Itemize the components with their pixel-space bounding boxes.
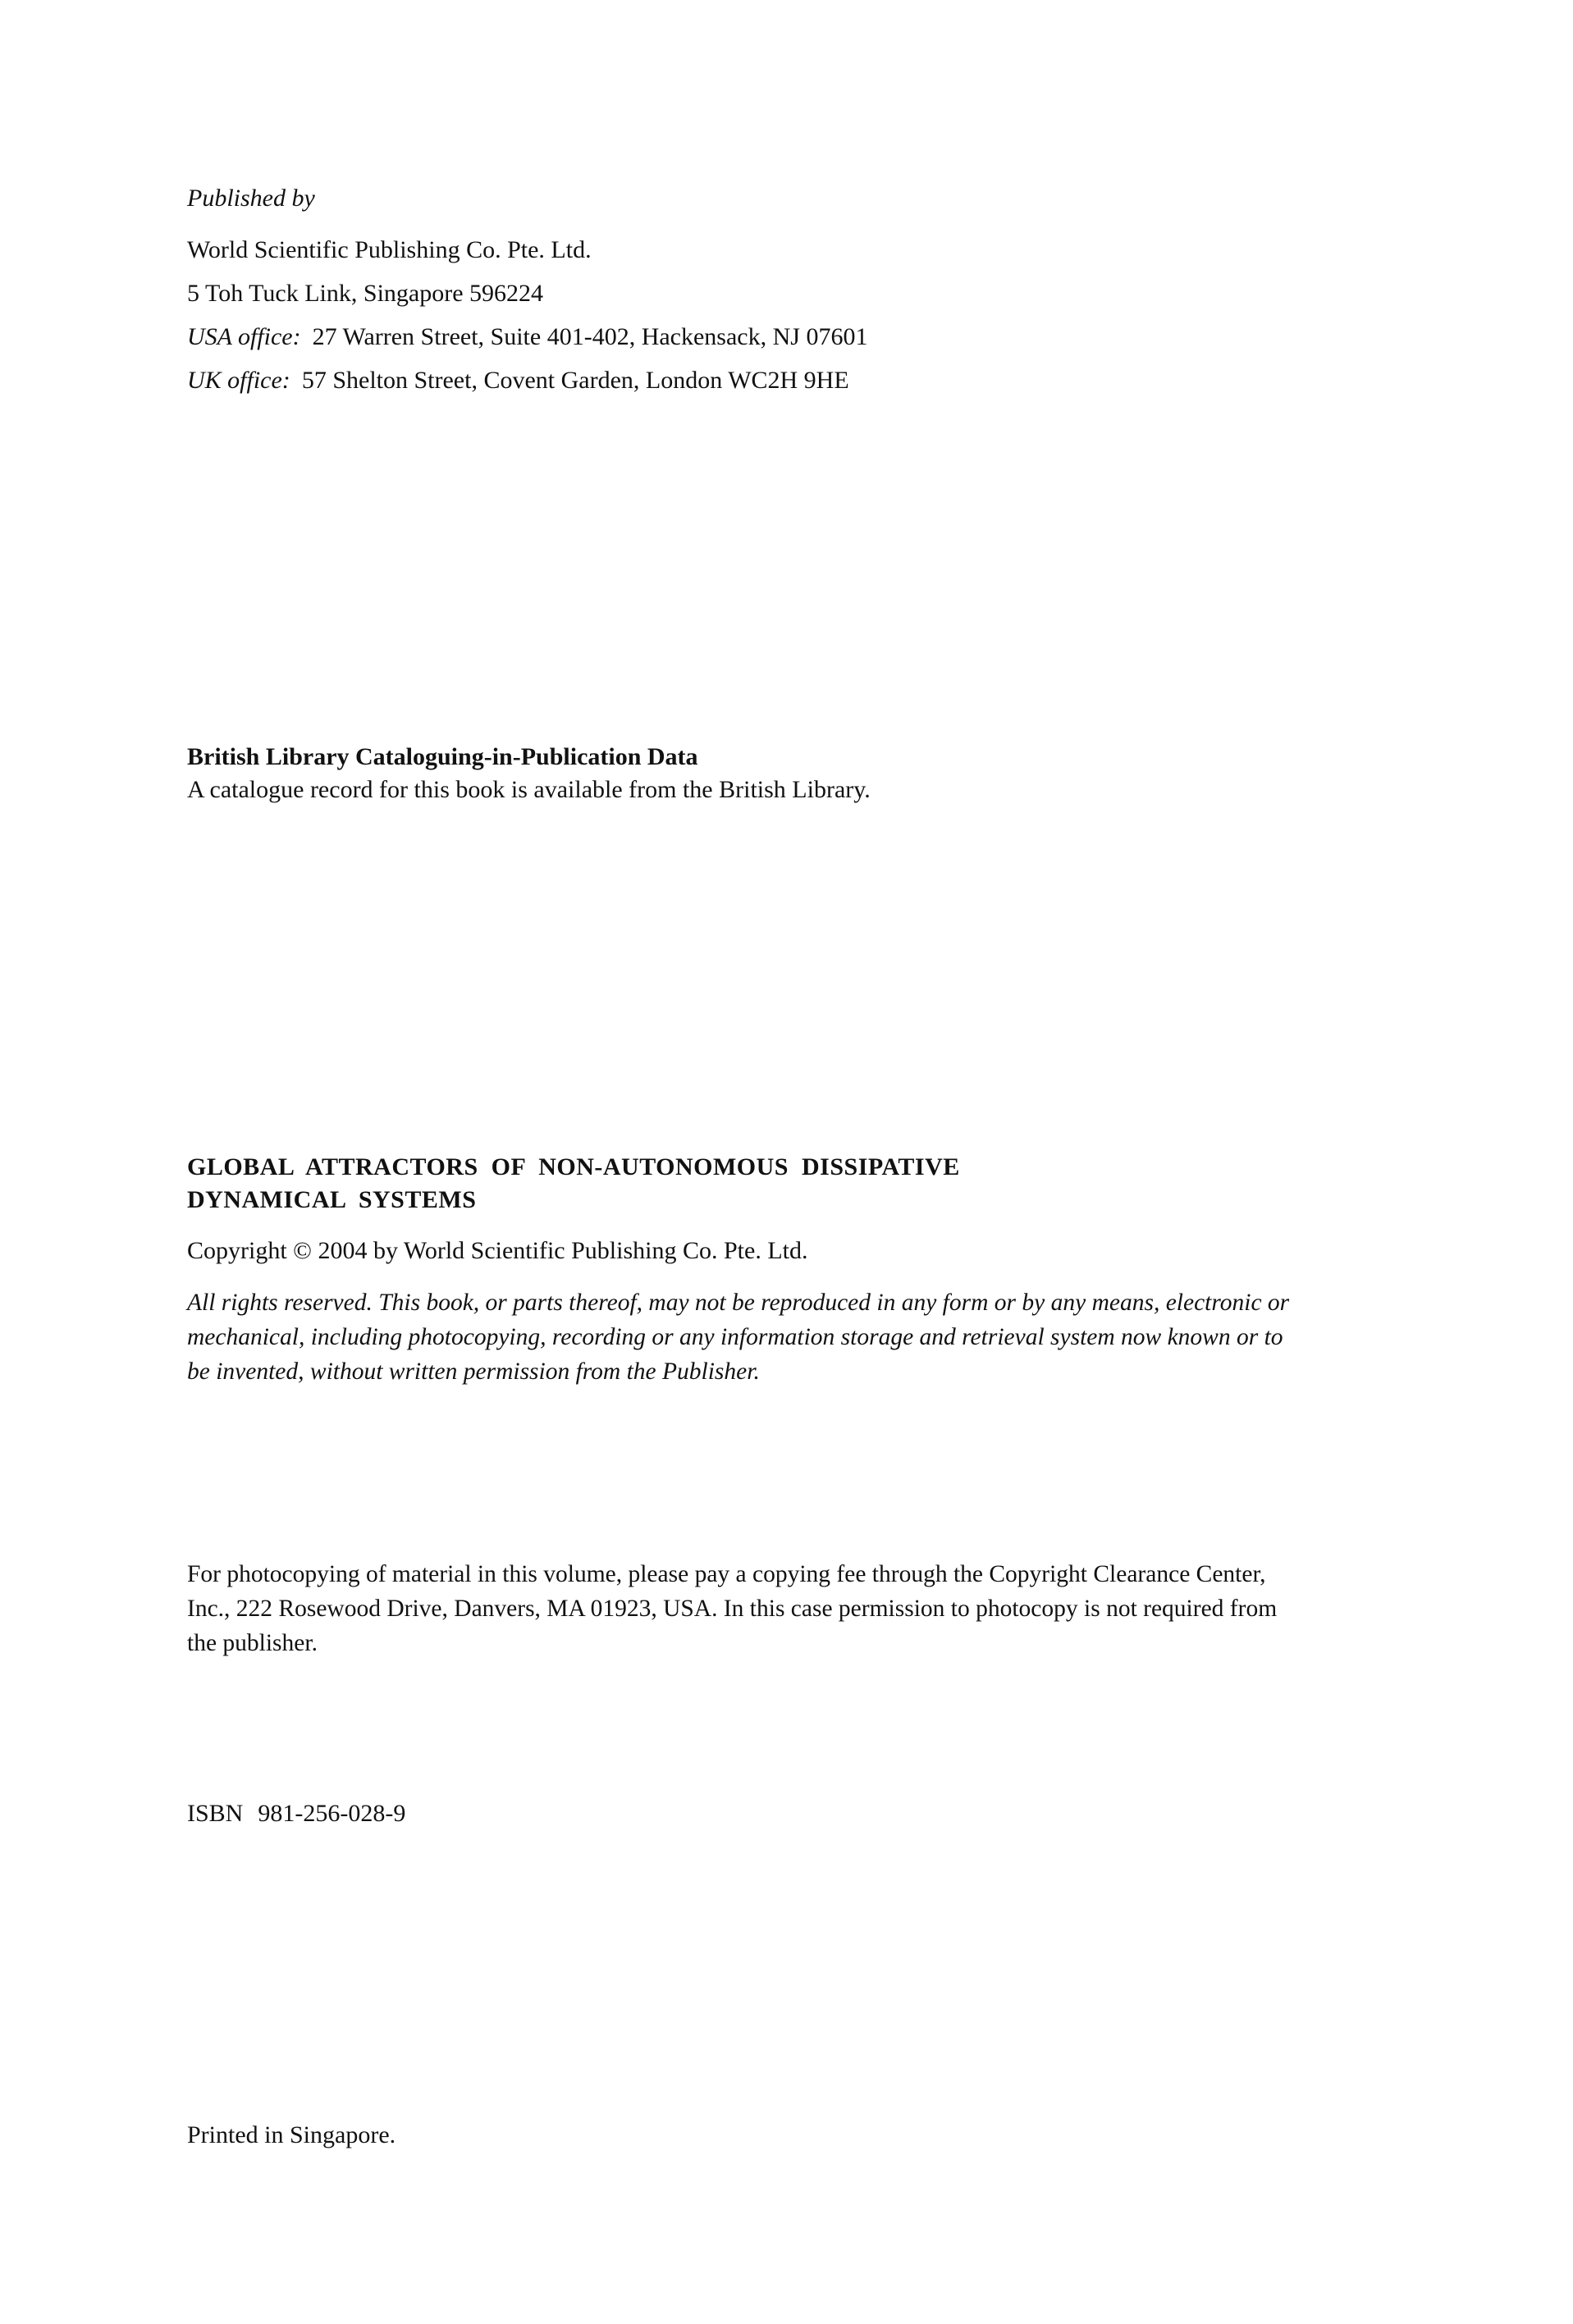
isbn-label: ISBN bbox=[187, 1800, 244, 1827]
uk-office-line bbox=[187, 358, 1434, 402]
usa-office-address: 27 Warren Street, Suite 401-402, Hackensack, NJ 07601 bbox=[312, 323, 868, 350]
cataloguing-heading: British Library Cataloguing-in-Publication Data bbox=[187, 743, 698, 770]
printed-in-block bbox=[187, 2113, 1434, 2157]
cataloguing-block bbox=[187, 741, 1434, 806]
book-title-line-2: DYNAMICAL SYSTEMS bbox=[187, 1186, 477, 1213]
isbn-line bbox=[187, 1792, 1434, 1835]
copyright-notice: Copyright © 2004 by World Scientific Publishing Co. Pte. Ltd. bbox=[187, 1237, 808, 1264]
photocopying-line: Inc., 222 Rosewood Drive, Danvers, MA 01923, USA. In this case permission to photocopy is not required from bbox=[187, 1596, 1278, 1622]
photocopying-line: For photocopying of material in this volume, please pay a copying fee through the Copyright Clearance Center, bbox=[187, 1561, 1266, 1587]
rights-reserved-notice bbox=[187, 1285, 1434, 1389]
publisher-block bbox=[187, 176, 1434, 402]
rights-line: All rights reserved. This book, or parts thereof, may not be reproduced in any form or by any means, electronic or bbox=[187, 1290, 1290, 1316]
printed-in-text: Printed in Singapore. bbox=[187, 2121, 396, 2148]
photocopying-notice bbox=[187, 1557, 1434, 1660]
publisher-name: World Scientific Publishing Co. Pte. Ltd. bbox=[187, 236, 592, 263]
rights-line: be invented, without written permission from the Publisher. bbox=[187, 1358, 760, 1385]
rights-line: mechanical, including photocopying, recording or any information storage and retrieval system now known or to bbox=[187, 1324, 1283, 1350]
isbn-value: 981-256-028-9 bbox=[258, 1800, 406, 1827]
book-info-block bbox=[187, 1151, 1434, 1389]
cataloguing-text: A catalogue record for this book is available from the British Library. bbox=[187, 776, 871, 803]
uk-office-address: 57 Shelton Street, Covent Garden, London WC2H 9HE bbox=[301, 367, 849, 394]
usa-office-label: USA office: bbox=[187, 323, 301, 350]
book-title-line-1: GLOBAL ATTRACTORS OF NON-AUTONOMOUS DISSIPATIVE bbox=[187, 1153, 960, 1180]
usa-office-line bbox=[187, 315, 1434, 358]
isbn-block bbox=[187, 1792, 1434, 1835]
publisher-address: 5 Toh Tuck Link, Singapore 596224 bbox=[187, 280, 544, 307]
published-by-label: Published by bbox=[187, 185, 315, 212]
uk-office-label: UK office: bbox=[187, 367, 290, 394]
photocopying-line: the publisher. bbox=[187, 1630, 318, 1656]
